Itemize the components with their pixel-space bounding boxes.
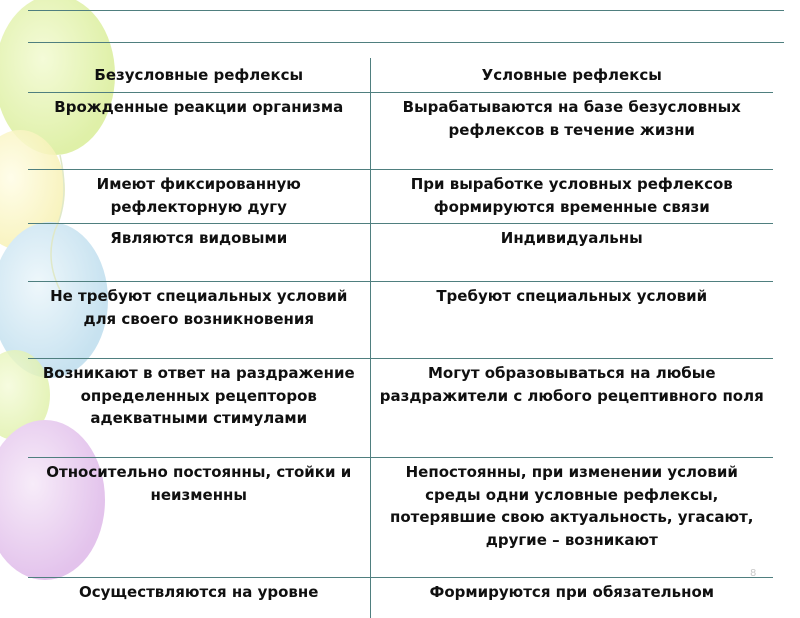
table-cell: Не требуют специальных условий для своего возникновения	[28, 282, 370, 359]
table-cell: Осуществляются на уровне	[28, 578, 370, 618]
table-row	[28, 282, 773, 359]
table-cell: Непостоянны, при изменении условий среды одни условные рефлексы, потерявшие свою актуальность, угасают, другие – возникают	[370, 458, 773, 578]
table-row	[28, 170, 773, 224]
table-cell: Являются видовыми	[28, 224, 370, 282]
top-rule-line	[28, 10, 784, 11]
table-cell: Требуют специальных условий	[370, 282, 773, 359]
table-cell: Относительно постоянны, стойки и неизменны	[28, 458, 370, 578]
table-cell: Вырабатываются на базе безусловных рефлексов в течение жизни	[370, 93, 773, 170]
table-header-row	[28, 58, 773, 93]
table-cell: Имеют фиксированную рефлекторную дугу	[28, 170, 370, 224]
table-row	[28, 224, 773, 282]
table-cell: Возникают в ответ на раздражение определенных рецепторов адекватными стимулами	[28, 359, 370, 458]
slide-page-number: 8	[750, 568, 757, 579]
table-row	[28, 578, 773, 618]
table-row	[28, 458, 773, 578]
table-row	[28, 359, 773, 458]
top-rule-line	[28, 42, 784, 43]
table-cell: При выработке условных рефлексов формируются временные связи	[370, 170, 773, 224]
header-conditioned-reflexes: Условные рефлексы	[370, 58, 773, 93]
table-cell: Формируются при обязательном	[429, 583, 715, 601]
table-cell: Могут образовываться на любые раздражители с любого рецептивного поля	[370, 359, 773, 458]
table-cell: Индивидуальны	[370, 224, 773, 282]
header-unconditioned-reflexes: Безусловные рефлексы	[28, 58, 370, 93]
table-cell: Врожденные реакции организма	[28, 93, 370, 170]
reflex-comparison-table	[28, 58, 773, 618]
table-row	[28, 93, 773, 170]
